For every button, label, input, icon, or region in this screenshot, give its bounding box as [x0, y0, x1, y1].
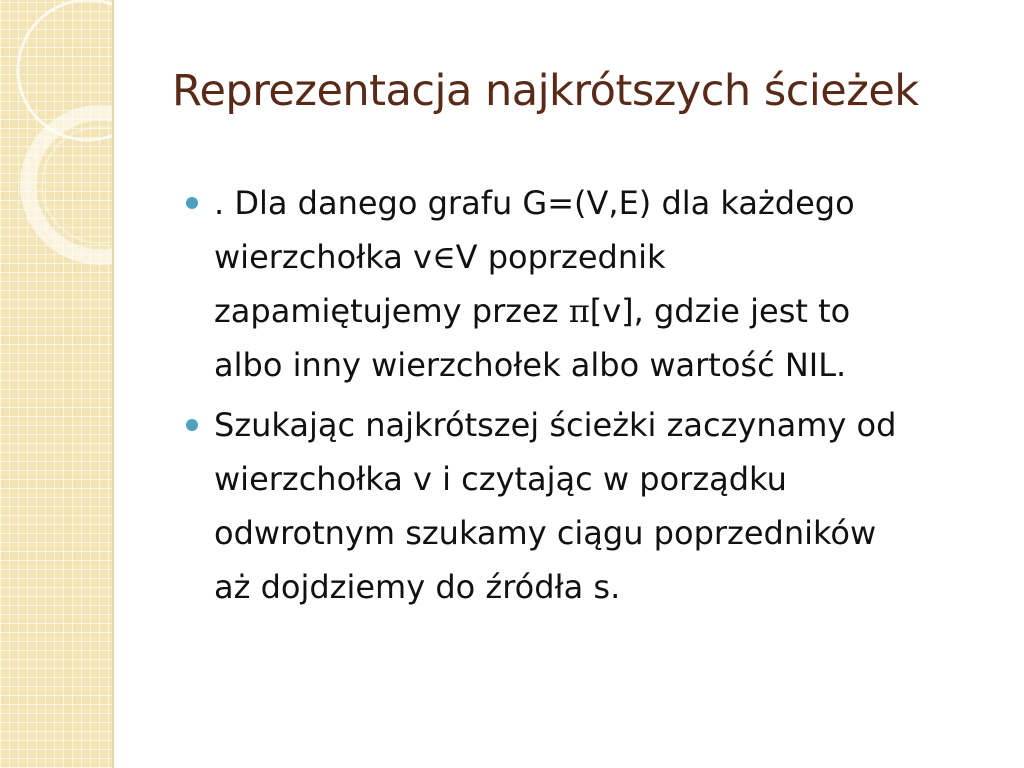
bullet-2-line-1: Szukając najkrótszej ścieżki zaczynamy od	[214, 406, 897, 444]
bullet-1-line-2b: V poprzednik	[455, 238, 666, 276]
bullet-1-line-2a: wierzchołka v	[214, 238, 432, 276]
bullet-1-line-4: albo inny wierzchołek albo wartość NIL.	[214, 346, 847, 384]
bullet-2-line-3: odwrotnym szukamy ciągu poprzedników	[214, 514, 877, 552]
bullet-1-line-3a: zapamiętujemy przez	[214, 292, 569, 330]
decorative-side-panel	[0, 0, 112, 768]
bullet-item-1	[180, 176, 990, 392]
panel-divider	[112, 0, 114, 768]
bullet-2-line-4: aż dojdziemy do źródła s.	[214, 568, 621, 606]
bullet-list	[180, 176, 990, 620]
bullet-1-line-3b: [v], gdzie jest to	[589, 292, 851, 330]
decorative-rings-graphic	[0, 0, 112, 768]
bullet-dot-icon	[186, 197, 198, 209]
bullet-dot-icon	[186, 419, 198, 431]
pi-symbol: π	[568, 292, 590, 330]
element-of-symbol: ∈	[431, 238, 456, 276]
bullet-2-line-2: wierzchołka v i czytając w porządku	[214, 460, 787, 498]
bullet-item-2	[180, 398, 990, 614]
bullet-1-line-1: . Dla danego grafu G=(V,E) dla każdego	[214, 184, 855, 222]
slide-title: Reprezentacja najkrótszych ścieżek	[172, 66, 919, 116]
